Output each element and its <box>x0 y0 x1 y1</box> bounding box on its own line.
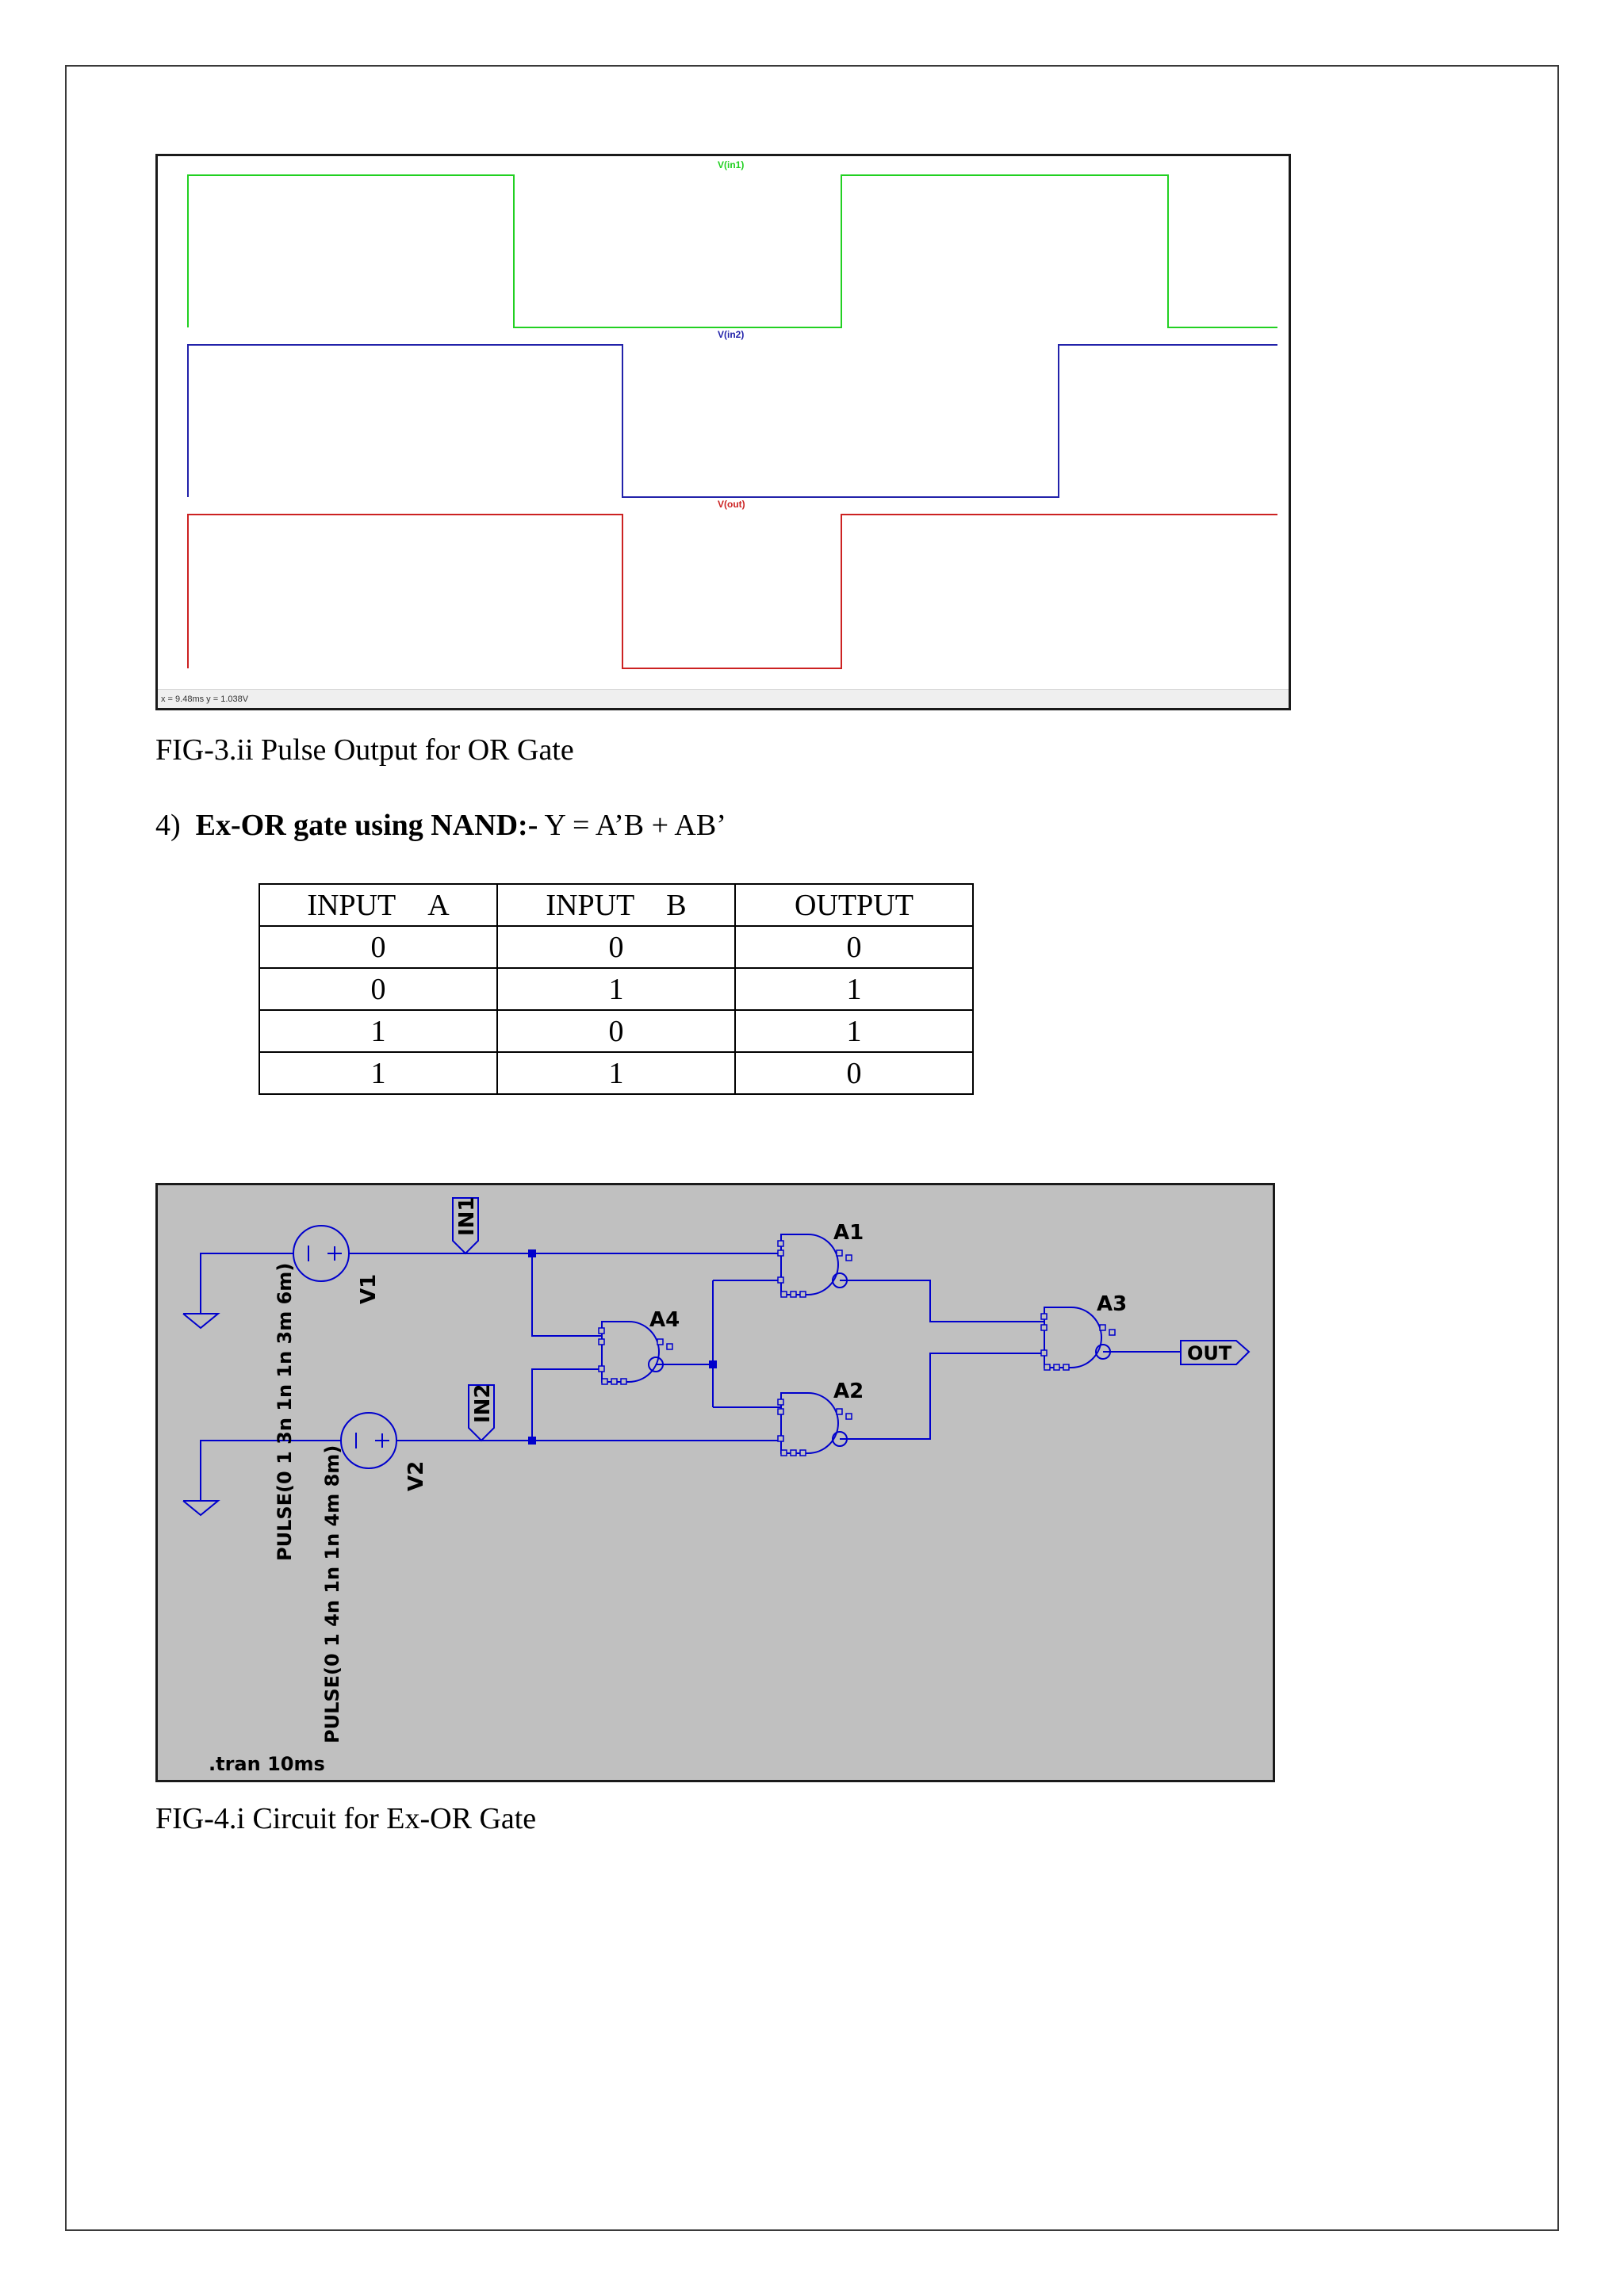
table-cell: 0 <box>259 926 497 968</box>
trace-label-vin1: V(in1) <box>718 159 745 170</box>
table-cell: 1 <box>735 968 973 1010</box>
label-pulse1: PULSE(0 1 3n 1n 1n 3m 6m) <box>274 1262 296 1561</box>
label-a2: A2 <box>833 1380 864 1403</box>
table-cell: 0 <box>259 968 497 1010</box>
fig3-caption: FIG-3.ii Pulse Output for OR Gate <box>155 733 574 767</box>
wire-a2-a3 <box>840 1353 1044 1439</box>
truth-table <box>259 883 974 1095</box>
table-cell: 1 <box>259 1052 497 1094</box>
label-tran: .tran 10ms <box>209 1753 325 1775</box>
label-v1: V1 <box>357 1273 381 1304</box>
junctions <box>528 1249 717 1445</box>
ground-icon <box>183 1314 218 1328</box>
label-a4: A4 <box>649 1308 680 1332</box>
header-input-a <box>259 884 497 926</box>
table-row <box>259 1010 973 1052</box>
trace-label-vin2: V(in2) <box>718 329 745 340</box>
gate-a1-icon <box>781 1234 838 1295</box>
header-text: INPUT <box>546 888 635 922</box>
label-in1: IN1 <box>455 1196 479 1236</box>
table-cell: 1 <box>497 968 735 1010</box>
trace-vout <box>188 515 1277 668</box>
header-text: B <box>666 888 687 922</box>
table-cell: 0 <box>735 926 973 968</box>
fig4-caption: FIG-4.i Circuit for Ex-OR Gate <box>155 1802 537 1835</box>
trace-vin2 <box>188 345 1277 497</box>
schematic-labels <box>209 1196 1232 1775</box>
wire-a1-a3 <box>840 1280 1044 1322</box>
table-cell: 1 <box>497 1052 735 1094</box>
section-number: 4) <box>155 809 181 842</box>
header-text: INPUT <box>307 888 396 922</box>
label-pulse2: PULSE(0 1 4n 1n 1n 4m 8m) <box>321 1445 343 1743</box>
table-cell: 0 <box>735 1052 973 1094</box>
waveform-plot[interactable] <box>155 154 1291 710</box>
junction-dot <box>528 1249 536 1257</box>
label-out: OUT <box>1187 1342 1232 1364</box>
table-cell: 1 <box>259 1010 497 1052</box>
junction-dot <box>709 1360 717 1368</box>
cursor-readout: x = 9.48ms y = 1.038V <box>158 689 1289 708</box>
header-text: A <box>427 888 450 922</box>
wire-in2-a4 <box>532 1369 602 1441</box>
ground-icon <box>183 1501 218 1515</box>
label-a3: A3 <box>1097 1292 1128 1316</box>
table-cell: 1 <box>735 1010 973 1052</box>
gates <box>602 1234 1110 1453</box>
schematic-svg <box>158 1185 1273 1780</box>
wires <box>201 1253 1181 1501</box>
trace-label-vout: V(out) <box>718 499 745 510</box>
table-cell: 0 <box>497 926 735 968</box>
gate-a2-icon <box>781 1393 838 1453</box>
label-a1: A1 <box>833 1221 864 1245</box>
section-heading <box>155 808 726 843</box>
truth-table-header <box>259 884 973 926</box>
trace-vin1 <box>188 175 1277 327</box>
label-in2: IN2 <box>471 1383 495 1423</box>
gate-a3-icon <box>1044 1307 1101 1368</box>
table-row <box>259 1052 973 1094</box>
header-input-b <box>497 884 735 926</box>
voltage-sources <box>293 1226 396 1468</box>
label-v2: V2 <box>404 1460 428 1491</box>
header-output <box>735 884 973 926</box>
pin-markers <box>599 1241 1115 1456</box>
junction-dot <box>528 1437 536 1445</box>
table-row <box>259 968 973 1010</box>
circuit-schematic[interactable] <box>155 1183 1275 1782</box>
section-title: Ex-OR gate using NAND:- <box>195 809 538 842</box>
waveform-svg <box>158 156 1289 689</box>
table-row <box>259 926 973 968</box>
header-text: OUTPUT <box>795 888 914 922</box>
table-cell: 0 <box>497 1010 735 1052</box>
wire-in1-a4 <box>532 1253 602 1336</box>
section-equation: Y = A’B + AB’ <box>544 809 726 842</box>
wire-v2-ground <box>201 1441 341 1501</box>
